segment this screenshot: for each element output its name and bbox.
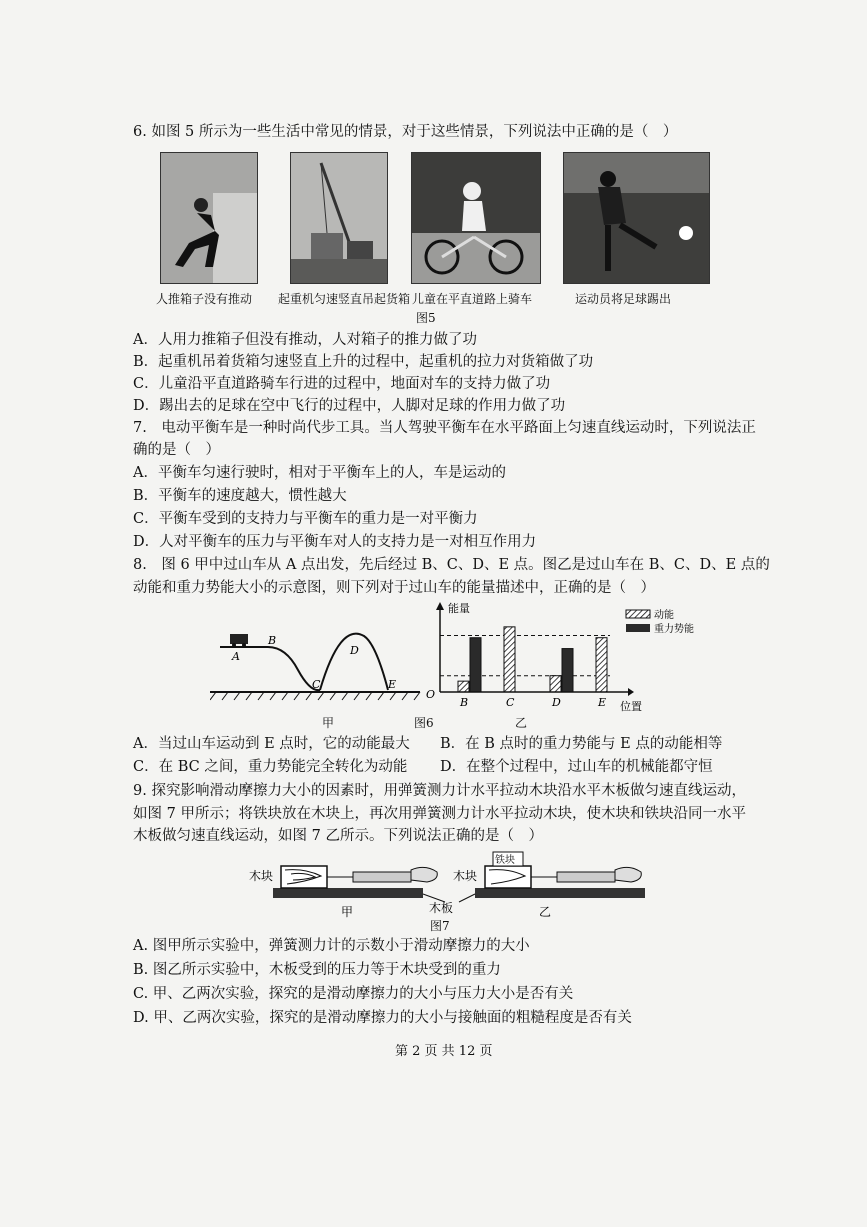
page-footer: 第 2 页 共 12 页: [395, 1044, 493, 1059]
fig6-label: 图6: [414, 716, 434, 730]
y-axis-arrow: [436, 602, 444, 610]
q9-stem-line3: 木板做匀速直线运动，如图 7 乙所示。下列说法正确的是（ ）: [133, 828, 543, 844]
hand-left: [411, 867, 437, 882]
friction-experiment-diagram: [245, 850, 655, 930]
fig6-yi-label: 乙: [515, 716, 528, 730]
photo-crane: [290, 152, 388, 284]
q6-caption-4: 运动员将足球踢出: [575, 292, 672, 306]
spring-scale-right: [557, 872, 615, 882]
x-tick-label-B: B: [460, 696, 469, 709]
fig7-yi-label: 乙: [539, 905, 552, 919]
q8-option-c: C．在 BC 之间，重力势能完全转化为动能: [133, 759, 408, 775]
q7-option-b: B．平衡车的速度越大，惯性越大: [133, 488, 347, 504]
x-tick-label-E: E: [598, 696, 607, 709]
iron-label: 铁块: [495, 855, 515, 866]
q9-option-a: A. 图甲所示实验中，弹簧测力计的示数小于滑动摩擦力的大小: [133, 938, 530, 954]
point-b-label: B: [268, 634, 277, 647]
photo-child-bike: [411, 152, 541, 284]
q9-stem-line2: 如图 7 甲所示；将铁块放在木块上，再次用弹簧测力计水平拉动木块，使木块和铁块沿同一水平: [133, 806, 746, 822]
q7-stem-line1: 7. 电动平衡车是一种时尚代步工具。当人驾驶平衡车在水平路面上匀速直线运动时，下列说法正: [133, 420, 756, 436]
q9-stem-line1: 9. 探究影响滑动摩擦力大小的因素时，用弹簧测力计水平拉动木块沿水平木板做匀速直线运动，: [133, 783, 746, 799]
q8-option-a: A．当过山车运动到 E 点时，它的动能最大: [133, 736, 410, 752]
potential-bar-D: [562, 649, 573, 692]
q6-caption-1: 人推箱子没有推动: [156, 292, 253, 306]
q8-stem-line2: 动能和重力势能大小的示意图，则下列对于过山车的能量描述中，正确的是（ ）: [133, 580, 655, 596]
legend-potential-label: 重力势能: [654, 624, 694, 635]
x-tick-label-D: D: [552, 696, 561, 709]
point-e-label: E: [388, 678, 397, 691]
potential-bar-B: [470, 638, 481, 692]
q6-stem: 6. 如图 5 所示为一些生活中常见的情景，对于这些情景，下列说法中正确的是（ ）: [133, 124, 678, 140]
x-axis-label: 位置: [620, 700, 642, 712]
board-label: 木板: [429, 901, 454, 915]
legend-potential-swatch: [626, 624, 650, 632]
board-left: [273, 888, 423, 898]
fig6-jia-label: 甲: [322, 716, 335, 730]
photo-soccer-kick: [563, 152, 710, 284]
kinetic-bar-B: [458, 681, 469, 692]
y-axis-label: 能量: [448, 602, 470, 615]
fig7-label: 图7: [430, 919, 450, 933]
track-hill: [320, 634, 388, 690]
q9-option-b: B. 图乙所示实验中，木板受到的压力等于木块受到的重力: [133, 962, 501, 978]
photo-push-box: [160, 152, 258, 284]
x-axis-arrow: [628, 688, 634, 696]
q8-option-d: D．在整个过程中，过山车的机械能都守恒: [440, 759, 713, 775]
q6-caption-2: 起重机匀速竖直吊起货箱: [278, 292, 411, 306]
spring-scale-left: [353, 872, 411, 882]
board-right: [475, 888, 645, 898]
q9-option-d: D. 甲、乙两次实验，探究的是滑动摩擦力的大小与接触面的粗糙程度是否有关: [133, 1010, 632, 1026]
q6-caption-3: 儿童在平直道路上骑车: [412, 292, 533, 306]
wood-label-left: 木块: [249, 869, 274, 883]
point-d-label: D: [350, 644, 359, 657]
kinetic-bar-D: [550, 676, 561, 692]
q6-option-a: A．人用力推箱子但没有推动，人对箱子的推力做了功: [133, 332, 477, 348]
q6-option-b: B．起重机吊着货箱匀速竖直上升的过程中，起重机的拉力对货箱做了功: [133, 354, 594, 370]
legend-kinetic-swatch: [626, 610, 650, 618]
x-tick-label-C: C: [506, 696, 515, 709]
point-a-label: A: [232, 650, 240, 663]
q7-option-d: D．人对平衡车的压力与平衡车对人的支持力是一对相互作用力: [133, 534, 537, 550]
energy-bar-chart: [420, 600, 720, 712]
q6-option-d: D．踢出去的足球在空中飞行的过程中，人脚对足球的作用力做了功: [133, 398, 566, 414]
q7-option-a: A．平衡车匀速行驶时，相对于平衡车上的人，车是运动的: [133, 465, 506, 481]
q7-option-c: C．平衡车受到的支持力与平衡车的重力是一对平衡力: [133, 511, 478, 527]
hand-right: [615, 867, 641, 882]
q9-option-c: C. 甲、乙两次实验，探究的是滑动摩擦力的大小与压力大小是否有关: [133, 986, 574, 1002]
q6-option-c: C．儿童沿平直道路骑车行进的过程中，地面对车的支持力做了功: [133, 376, 551, 392]
kinetic-bar-C: [504, 627, 515, 692]
legend-kinetic-label: 动能: [654, 610, 674, 621]
kinetic-bar-E: [596, 638, 607, 692]
ground-hatching: [210, 692, 420, 700]
q8-option-b: B．在 B 点时的重力势能与 E 点的动能相等: [440, 736, 723, 752]
point-c-label: C: [312, 678, 321, 691]
coaster-car: [230, 634, 248, 644]
wood-label-right: 木块: [453, 869, 478, 883]
q8-stem-line1: 8. 图 6 甲中过山车从 A 点出发，先后经过 B、C、D、E 点。图乙是过山车在 B、C、D、E 点的: [133, 557, 770, 573]
roller-coaster-track-diagram: [210, 622, 425, 714]
origin-label: O: [426, 688, 436, 701]
q6-figure-label: 图5: [416, 311, 436, 325]
q7-stem-line2: 确的是（ ）: [133, 442, 220, 458]
fig7-jia-label: 甲: [341, 905, 354, 919]
